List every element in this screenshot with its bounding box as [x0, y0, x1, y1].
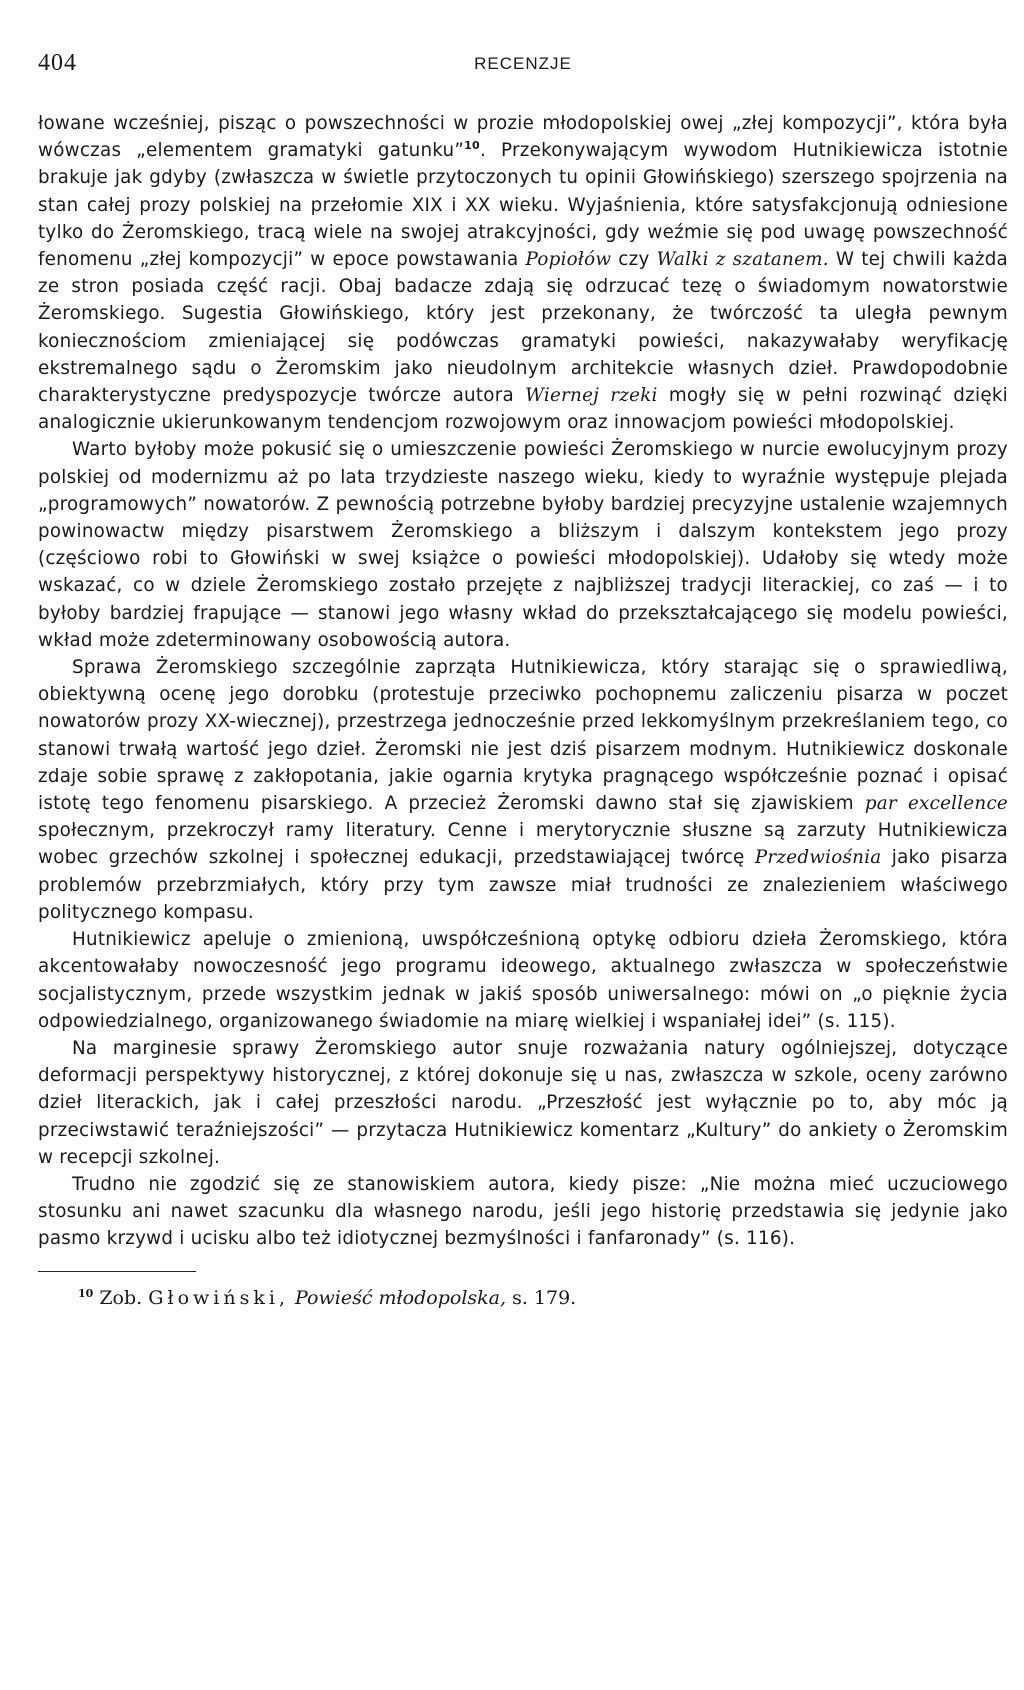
- paragraph: Hutnikiewicz apeluje o zmienioną, uwspółcześnioną optykę odbioru dzieła Żeromskiego, która akcentowałaby nowoczesność jego programu ideowego, aktualnego zwłaszcza w społeczeństwie socjalistycznym, przede wszystkim jednak w jakiś sposób uniwersalnego: mówi on „o pięknie życia odpowiedzialnego, organizowanego świadomie na miarę wielkiej i wspaniałej idei” (s. 115).: [38, 929, 1008, 1032]
- document-page: [38, 0, 1008, 1690]
- paragraph: Na marginesie sprawy Żeromskiego autor snuje rozważania natury ogólniejszej, dotyczące deformacji perspektywy historycznej, z której dokonuje się u nas, zwłaszcza w szkole, oceny zarówno dzieł literackich, jak i całej przeszłości narodu. „Przeszłość jest wyłącznie po to, aby móc ją przeciwstawić teraźniejszości” — przytacza Hutnikiewicz komentarz „Kultury” do ankiety o Żeromskim w recepcji szkolnej.: [38, 1037, 1008, 1168]
- footnote-title: Powieść młodopolska,: [295, 1286, 507, 1309]
- running-title: RECENZJE: [474, 54, 572, 73]
- footnote-number: 10: [78, 1286, 94, 1300]
- book-title: Wiernej rzeki: [525, 385, 658, 407]
- paragraph: Trudno nie zgodzić się ze stanowiskiem autora, kiedy pisze: „Nie można mieć uczuciowego stosunku ani nawet szacunku dla własnego narodu, jeśli jego historię przedstawia się jedynie jako pasmo krzywd i ucisku albo też idiotycznej bezmyślności i fanfaronady” (s. 116).: [38, 1173, 1008, 1250]
- book-title: Walki z szatanem.: [656, 249, 829, 271]
- running-head: [38, 0, 1008, 110]
- paragraph: Warto byłoby może pokusić się o umieszczenie powieści Żeromskiego w nurcie ewolucyjnym prozy polskiej od modernizmu aż po lata trzydzieste naszego wieku, kiedy to wyraźnie występuje plejada „programowych” nowatorów. Z pewnością potrzebne byłoby bardziej precyzyjne ustalenie wzajemnych powinowactw między pisarstwem Żeromskiego a bliższym i dalszym kontekstem jego prozy (częściowo robi to Głowiński w swej książce o powieści młodopolskiej). Udałoby się wtedy może wskazać, co w dziele Żeromskiego zostało przejęte z najbliższej tradycji literackiej, co zaś — i to byłoby bardziej frapujące — stanowi jego własny wkład do przekształcającego się modelu powieści, wkład może zdeterminowany osobowością autora.: [38, 439, 1008, 651]
- footnote-reference: 10: [464, 139, 480, 153]
- italic-phrase: par excellence: [864, 793, 1008, 815]
- paragraph: łowane wcześniej, pisząc o powszechności w prozie młodopolskiej owej „złej kompozycji”, która była wówczas „elementem gramatyki gatunku”$^{10}$. Przekonywającym wywodom Hutnikiewicza istotnie brakuje jak gdyby (zwłaszcza w świetle przytoczonych tu opinii Głowińskiego) szerszego spojrzenia na stan całej prozy polskiej na przełomie XIX i XX wieku. Wyjaśnienia, które satysfakcjonują odniesione tylko do Żeromskiego, tracą wiele na swojej atrakcyjności, gdy weźmie się pod uwagę powszechność fenomenu „złej kompozycji” w epoce powstawania Popiołów czy Walki z szatanem. W tej chwili każda ze stron posiada część racji. Obaj badacze zdają się odrzucać tezę o świadomym nowatorstwie Żeromskiego. Sugestia Głowińskiego, który jest przekonany, że twórczość ta uległa pewnym koniecznościom zmieniającej się podówczas gramatyki powieści, nakazywałaby weryfikację ekstremalnego sądu o Żeromskim jako nieudolnym architekcie własnych dzieł. Prawdopodobnie charakterystyczne predyspozycje twórcze autora Wiernej rzeki mogły się w pełni rozwinąć dzięki analogicznie ukierunkowanym tendencjom rozwojowym oraz innowacjom powieści młodopolskiej.: [38, 113, 1009, 434]
- book-title: Popiołów: [525, 249, 612, 271]
- footnote: $^{10}$ Zob. Głowiński, Powieść młodopolska, s. 179.: [78, 1286, 577, 1309]
- body-text: [38, 110, 1008, 1253]
- page-number: 404: [38, 50, 77, 76]
- footnote-author: Głowiński,: [148, 1286, 289, 1309]
- book-title: Przedwiośnia: [754, 847, 882, 869]
- paragraph: Sprawa Żeromskiego szczególnie zaprząta Hutnikiewicza, który starając się o sprawiedliwą, obiektywną ocenę jego dorobku (protestuje przeciwko pochopnemu zaliczeniu pisarza w poczet nowatorów prozy XX-wiecznej), przestrzega jednocześnie przed lekkomyślnym przekreślaniem tego, co stanowi trwałą wartość jego dzieł. Żeromski nie jest dziś pisarzem modnym. Hutnikiewicz doskonale zdaje sobie sprawę z zakłopotania, jakie ogarnia krytyka pragnącego współcześnie poznać i opisać istotę tego fenomenu pisarskiego. A przecież Żeromski dawno stał się zjawiskiem par excellence społecznym, przekroczył ramy literatury. Cenne i merytorycznie słuszne są zarzuty Hutnikiewicza wobec grzechów szkolnej i społecznej edukacji, przedstawiającej twórcę Przedwiośnia jako pisarza problemów przebrzmiałych, który przy tym zawsze miał trudności ze znalezieniem właściwego politycznego kompasu.: [38, 657, 1009, 923]
- footnote-divider: [38, 1271, 196, 1272]
